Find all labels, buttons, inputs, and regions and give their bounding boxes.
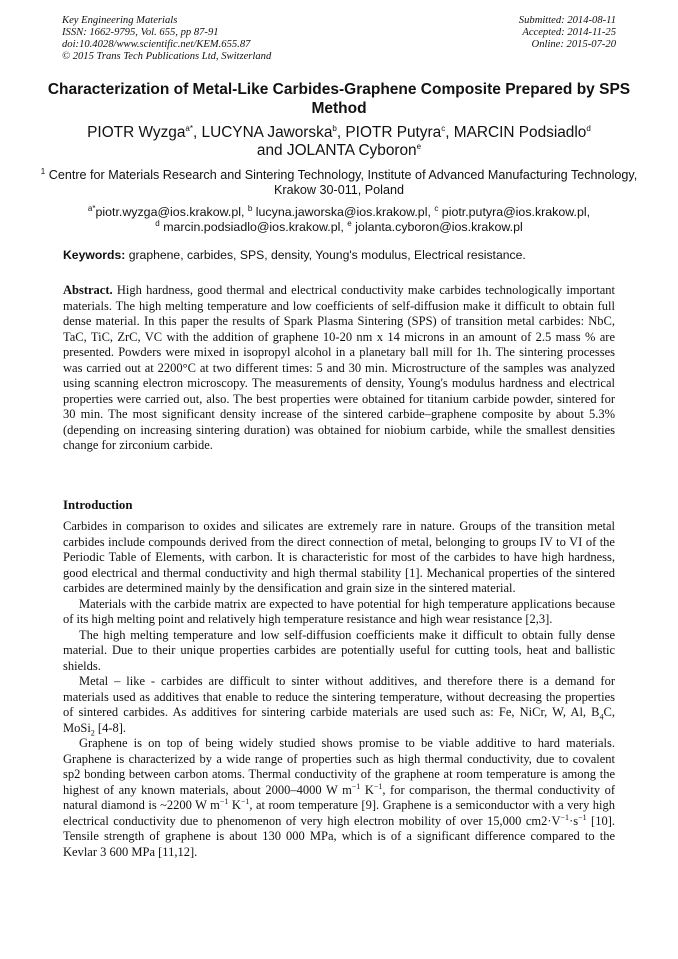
paragraph: Metal – like - carbides are difficult to sinter without additives, and therefore there is a demand for materials used as additives that enable to reduce the sintering temperature, without decreasing the properties of sintered carbides. As additives for sintering carbide materials are used such as: Fe, NiCr, W, Al, $B_4C$, MoSi$_2$ [4-8]. (63, 674, 615, 737)
author-marker: e (416, 141, 422, 151)
author-name: PIOTR Putyra (345, 124, 442, 141)
section-heading-introduction: Introduction (63, 498, 133, 512)
journal-doi: doi:10.4028/www.scientific.net/KEM.655.87 (62, 39, 251, 50)
journal-copyright: © 2015 Trans Tech Publications Ltd, Switzerland (62, 51, 272, 62)
keywords-label: Keywords: (63, 248, 126, 262)
author-name: PIOTR Wyzga (87, 124, 186, 141)
email-link[interactable]: marcin.podsiadlo@ios.krakow.pl (163, 220, 341, 234)
submission-dates (396, 15, 616, 51)
affiliation (40, 168, 638, 198)
introduction-body (63, 519, 615, 860)
author-name: LUCYNA Jaworska (201, 124, 333, 141)
paragraph: Graphene is on top of being widely studied shows promise to be viable additive to hard materials. Graphene is characterized by a wide range of properties such as high thermal conductivity, due to covalent sp2 bonding between carbon atoms. Thermal conductivity of the graphene at room temperature is among the highest of any known materials, about 2000–4000 W $m^{-1}$ $K^{-1}$, for comparison, the thermal conductivity of natural diamond is ~2200 W $m^{-1}$ $K^{-1}$, at room temperature [9]. Graphene is a semiconductor with a very high electrical conductivity due to phenomenon of very high electron mobility of over 15,000 $cm2\cdot V^{-1}\cdot s^{-1}$ [10]. Tensile strength of graphene is about 130 000 MPa, which is of a significant difference compared to the Kevlar 3 600 MPa [11,12]. (63, 736, 616, 859)
author-marker: d (586, 123, 591, 133)
keywords (63, 247, 615, 263)
journal-issn: ISSN: 1662-9795, Vol. 655, pp 87-91 (62, 27, 219, 38)
author-marker: a* (185, 123, 193, 133)
email-link[interactable]: piotr.putyra@ios.krakow.pl (441, 205, 587, 219)
journal-metadata (62, 15, 362, 63)
author-emails: $^{a*}$piotr.wyzga@ios.krakow.pl, $^b$ lucyna.jaworska@ios.krakow.pl, $^c$ piotr.putyra@ios.krakow.pl, $^d$ marcin.podsiadlo@ios.krakow.pl, $^e$ jolanta.cyboron@ios.krakow.pl (87, 203, 591, 234)
abstract (63, 283, 615, 454)
abstract-label: Abstract. (63, 283, 113, 297)
author-list: PIOTR Wyzga$^{a*}$, LUCYNA Jaworska$^b$, PIOTR Putyra$^c$, MARCIN Podsiadlo$^d$ and JOLANTA Cyboron$^e$ (87, 123, 591, 159)
author-name: JOLANTA Cyboron (286, 142, 417, 159)
email-link[interactable]: lucyna.jaworska@ios.krakow.pl (255, 205, 428, 219)
keywords-text: graphene, carbides, SPS, density, Young's modulus, Electrical resistance. (125, 248, 526, 262)
paragraph: The high melting temperature and low self-diffusion coefficients make it difficult to obtain fully dense material. Due to their unique properties carbides are potentially useful for cutting tools, heat and ballistic shields. (63, 627, 615, 673)
submitted-date: Submitted: 2014-08-11 (518, 15, 616, 26)
author-marker: c (441, 123, 446, 133)
author-name: MARCIN Podsiadlo (453, 124, 587, 141)
journal-name: Key Engineering Materials (62, 15, 178, 26)
abstract-text: High hardness, good thermal and electrical conductivity make carbides technologically important materials. The high melting temperature and low coefficients of self-diffusion make it difficult to obtain full dense material. In this paper the results of Spark Plasma Sintering (SPS) of transition metal carbides: NbC, TaC, TiC, ZrC, VC with the addition of graphene 10-20 nm x 14 microns in an amount of 2.5 mass % are presented. Powders were mixed in isopropyl alcohol in a planetary ball mill for 1h. The sintering processes was carried out at 2200°C at two different times: 5 and 30 min. Microstructure of the samples was analyzed using scanning electron microscopy. The measurements of density, Young's modulus hardness and electrical properties were carried out, also. The best properties were obtained for titanium carbide powder, sintered for 30 min. The most significant density increase of the sintered carbide–graphene composite by about 5.3% (depending on increasing sintering duration) was obtained for niobium carbide, while the smallest densities change for zirconium carbide. (63, 283, 615, 453)
affiliation-marker: 1 (40, 166, 46, 176)
paper-title: Characterization of Metal-Like Carbides-Graphene Composite Prepared by SPS Method (47, 81, 631, 117)
affiliation-text: Centre for Materials Research and Sintering Technology, Institute of Advanced Manufacturing Technology, Krakow 30-011, Poland (48, 168, 638, 197)
paragraph: Carbides in comparison to oxides and silicates are extremely rare in nature. Groups of the transition metal carbides include compounds derived from the direct connection of metal, belonging to groups IV to VI of the Periodic Table of Elements, with carbon. It is characteristic for most of the carbides to have high hardness, good electrical and thermal conductivity and high thermal stability [1]. Mechanical properties of the sintered carbides are determined mainly by the densification and grain size in the sintered material. (63, 519, 615, 595)
author-marker: b (332, 123, 337, 133)
paragraph: Materials with the carbide matrix are expected to have potential for high temperature applications because of its high melting point and relatively high temperature resistance and high wear resistance [2,3]. (63, 596, 615, 626)
email-link[interactable]: jolanta.cyboron@ios.krakow.pl (355, 220, 523, 234)
online-date: Online: 2015-07-20 (531, 39, 616, 50)
accepted-date: Accepted: 2014-11-25 (522, 27, 616, 38)
email-link[interactable]: piotr.wyzga@ios.krakow.pl (95, 205, 241, 219)
